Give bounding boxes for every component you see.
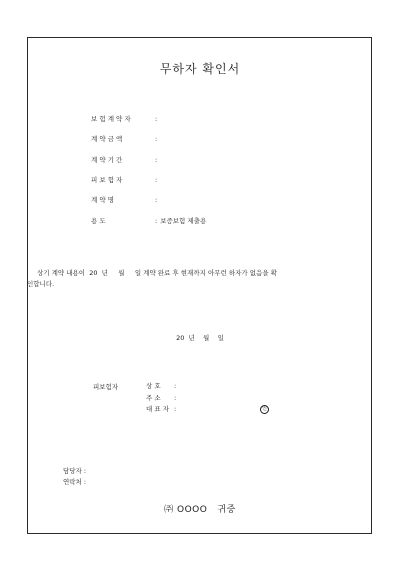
contact-person: 담당자 : (63, 467, 87, 475)
signatory-field-label: 주 소 (146, 394, 161, 402)
recipient-line: ㈜ OOOO 귀중 (164, 505, 236, 515)
signatory-address (146, 394, 176, 403)
signatory-field-label: 대 표 자 (146, 405, 169, 413)
seal-mark-icon: 인 (260, 405, 269, 414)
statement-line: 인합니다. (27, 280, 55, 288)
field-separator: : (155, 135, 158, 143)
signatory-field-label: 상 호 (146, 382, 161, 390)
field-separator: : (155, 115, 158, 123)
field-purpose (91, 217, 206, 226)
field-insured (91, 176, 160, 185)
field-contract-amount (91, 135, 160, 144)
field-label: 계 약 명 (91, 196, 114, 204)
signatory-representative (146, 405, 176, 414)
date-line: 20 년 월 일 (176, 334, 224, 342)
field-label: 용 도 (91, 217, 106, 225)
field-separator: : (155, 217, 158, 225)
field-value: 보증보험 제출용 (160, 217, 207, 225)
field-label: 계 약 금 액 (91, 135, 123, 143)
statement-line: 상기 계약 내용이 20 년 월 일 계약 완료 후 현재까지 아무런 하자가 없음을 확 (37, 269, 277, 277)
signatory-label: 피보험자 (93, 383, 119, 391)
signatory-field-separator: : (174, 405, 177, 413)
field-policyholder (91, 115, 160, 124)
confirmation-statement (27, 268, 363, 290)
signatory-field-separator: : (174, 382, 177, 390)
field-separator: : (155, 156, 158, 164)
field-label: 계 약 기 간 (91, 156, 123, 164)
document-title: 무하자 확인서 (159, 62, 241, 76)
field-contract-period (91, 156, 160, 165)
field-label: 피 보 험 자 (91, 176, 123, 184)
field-label: 보 험 계 약 자 (91, 115, 131, 123)
field-contract-name (91, 196, 160, 205)
field-separator: : (155, 196, 158, 204)
signatory-field-separator: : (174, 394, 177, 402)
contact-phone: 연락처 : (63, 478, 87, 486)
signatory-company (146, 382, 176, 391)
field-separator: : (155, 176, 158, 184)
